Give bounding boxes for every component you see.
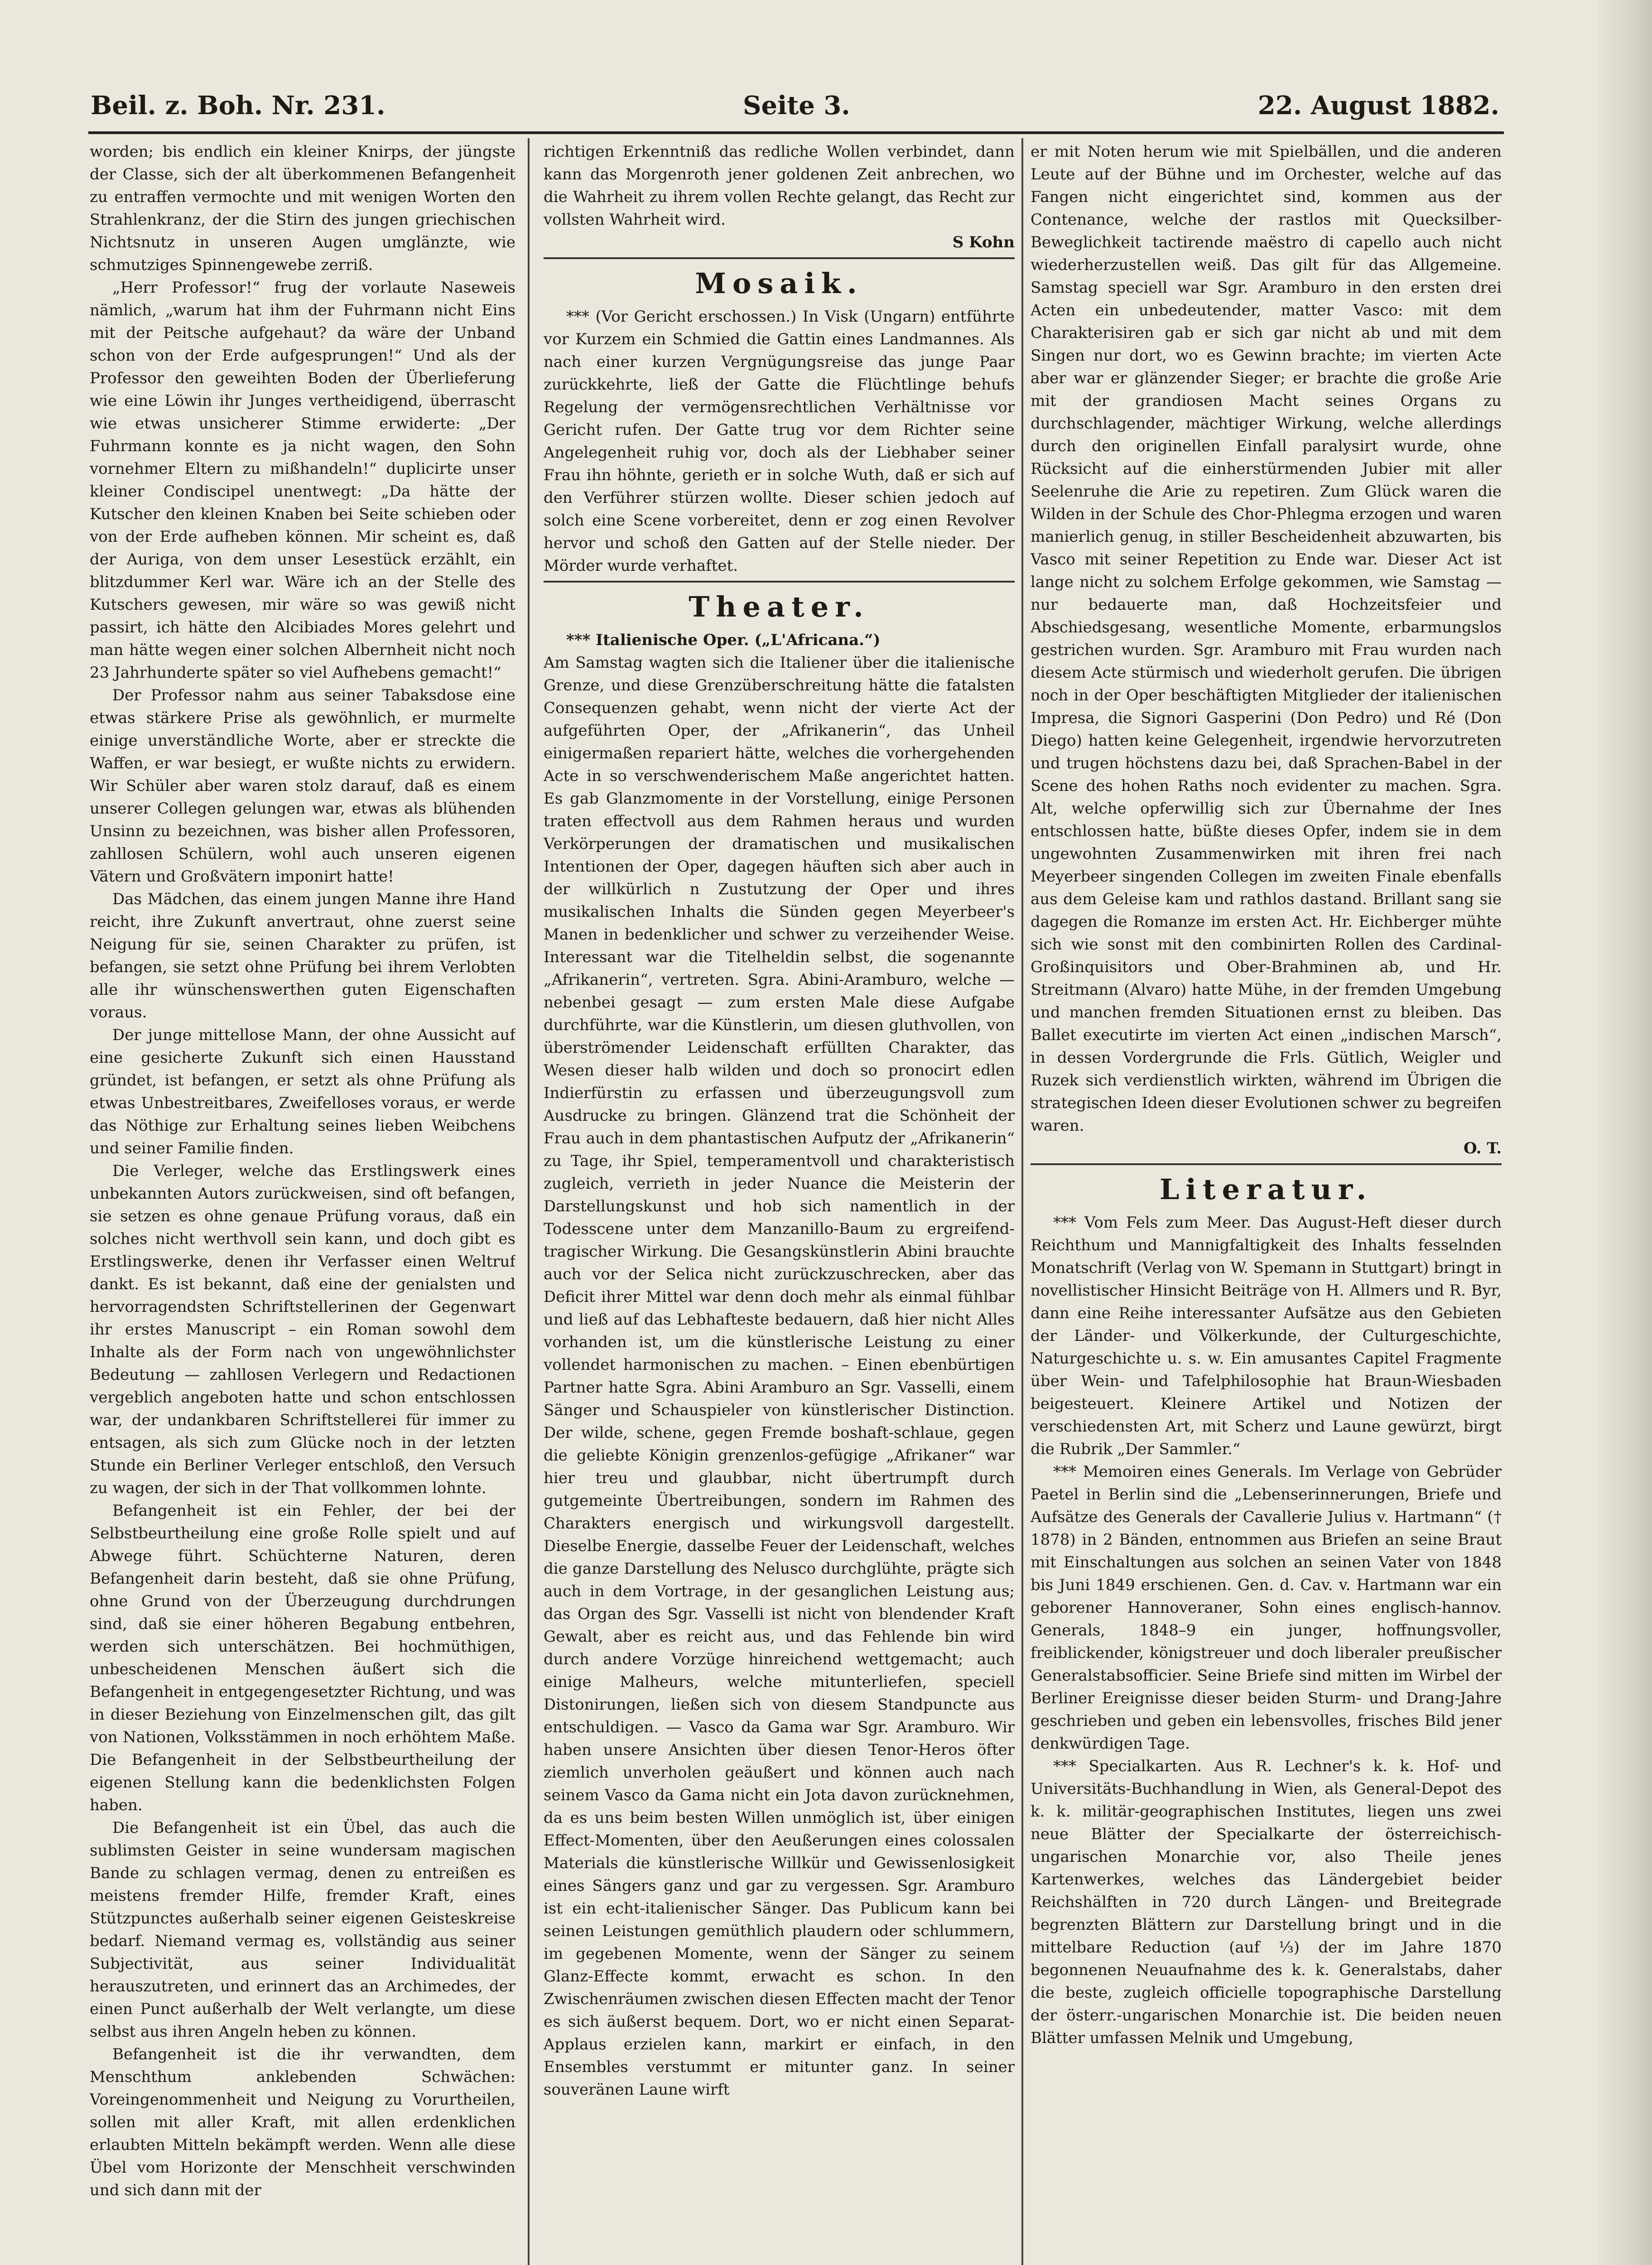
section-rule	[1031, 1163, 1502, 1165]
paragraph: Befangenheit ist die ihr verwandten, dem Menschthum anklebenden Schwächen: Voreingenommenheit und Neigung zu Vorurtheilen, sollen mit aller Kraft, mit allen erdenklichen erlaubten Mitteln bekämpft werden. Wenn alle diese Übel vom Horizonte der Menschheit verschwinden und sich dann mit der	[90, 2045, 515, 2199]
mosaik-article: *** (Vor Gericht erschossen.) In Visk (Ungarn) entführte vor Kurzem ein Schmied die Gattin eines Landmannes. Als nach einer kurzen Vergnügungsreise das junge Paar zurückkehrte, ließ der Gatte die Flüchtlinge behufs Regelung der vermögensrechtlichen Verhältnisse vor Gericht rufen. Der Gatte trug vor dem Richter seine Angelegenheit ruhig vor, doch als der Liebhaber seiner Frau ihn höhnte, gerieth er in solche Wuth, daß er sich auf den Verführer stürzen wollte. Dieser schien jedoch auf solch eine Scene vorbereitet, denn er zog einen Revolver hervor und schoß den Gatten auf der Stelle nieder. Der Mörder wurde verhaftet.	[544, 308, 1015, 575]
theater-review-signature: O. T.	[1463, 1139, 1502, 1157]
essay-author-signature: S Kohn	[952, 233, 1015, 251]
section-rule	[544, 257, 1015, 259]
header-supplement-number: Beil. z. Boh. Nr. 231.	[91, 91, 385, 120]
paragraph: „Herr Professor!“ frug der vorlaute Naseweis nämlich, „warum hat ihm der Fuhrmann nicht Eins mit der Peitsche aufgehaut? da wäre der Unband schon von der Erde aufgesprungen!“ Und als der Professor den geweihten Boden der Überlieferung wie eine Löwin ihr Junges vertheidigend, überrascht wie etwas unsicherer Stimme erwiderte: „Der Fuhrmann konnte es ja nicht wagen, den Sohn vornehmer Eltern zu mißhandeln!“ duplicirte unser kleiner Condiscipel unentwegt: „Da hätte der Kutscher den kleinen Knaben bei Seite schieben oder von der Erde aufheben können. Mir scheint es, daß der Auriga, von dem unser Lesestück erzählt, ein blitzdummer Kerl war. Wäre ich an der Stelle des Kutschers gewesen, mir wäre so was gewiß nicht passirt, ich hätte den Alcibiades Mores gelehrt und man hätte wegen einer solchen Albernheit nicht noch 23 Jahrhunderte später so viel Aufhebens gemacht!“	[90, 279, 515, 682]
theater-review: Am Samstag wagten sich die Italiener über die italienische Grenze, und diese Grenzüberschreitung hätte die fatalsten Consequenzen gehabt, wenn nicht der vierte Act der aufgeführten Oper, der „Afrikanerin“, das Unheil einigermaßen repariert hätte, welches die vorhergehenden Acte in so verschwenderischem Maße angerichtet hatten. Es gab Glanzmomente in der Vorstellung, einige Personen traten effectvoll aus dem Rahmen heraus und wurden Verkörperungen der dramatischen und musikalischen Intentionen der Oper, dagegen häuften sich aber auch in der willkürlich n Zustutzung der Oper und ihres musikalischen Inhalts die Sünden gegen Meyerbeer's Manen in bedenklicher und schwer zu verzeihender Weise. Interessant war die Titelheldin selbst, die sogenannte „Afrikanerin“, vertreten. Sgra. Abini-Aramburo, welche — nebenbei gesagt — zum ersten Male diese Aufgabe durchführte, war die Künstlerin, um diesen gluthvollen, von überströmender Leidenschaft erfüllten Charakter, das Wesen dieser halb wilden und doch so pronocirt edlen Indierfürstin zu erfassen und überzeugungsvoll zum Ausdrucke zu bringen. Glänzend trat die Schönheit der Frau auch in dem phantastischen Aufputz der „Afrikanerin“ zu Tage, ihr Spiel, temperamentvoll und charakteristisch zugleich, verrieth in jeder Nuance die Meisterin der Darstellungskunst und hob sich namentlich in der Todesscene unter dem Manzanillo-Baum zu ergreifend-tragischer Wirkung. Die Gesangskünstlerin Abini brauchte auch vor der Selica nicht zurückzuschrecken, aber das Deficit ihrer Mittel war denn doch mehr als einmal fühlbar und ließ auf das Lebhafteste bedauern, daß hier nicht Alles vorhanden ist, um die künstlerische Leistung zu einer vollendet harmonischen zu machen. – Einen ebenbürtigen Partner hatte Sgra. Abini Aramburo an Sgr. Vasselli, einem Sänger und Schauspieler von künstlerischer Distinction. Der wilde, schene, gegen Fremde boshaft-schlaue, gegen die geliebte Königin grenzenlos-gefügige „Afrikaner“ war hier treu und glaubbar, nicht übertrumpft durch gutgemeinte Übertreibungen, sondern im Rahmen des Charakters energisch und wirkungsvoll dargestellt. Dieselbe Energie, dasselbe Feuer der Leidenschaft, welches die ganze Darstellung des Nelusco durchglühte, prägte sich auch in dem Vortrage, in der gesanglichen Leistung aus; das Organ des Sgr. Vasselli ist nicht von blendender Kraft Gewalt, aber es reicht aus, und das Fehlende bin wird durch andere Vorzüge hinreichend wettgemacht; auch einige Malheurs, welche mitunterliefen, speciell Distonirungen, ließen sich von diesem Standpuncte aus entschuldigen. — Vasco da Gama war Sgr. Aramburo. Wir haben unsere Ansichten über diesen Tenor-Heros öfter ziemlich unverholen geäußert und können auch nach seinem Vasco da Gama nicht ein Jota davon zurücknehmen, da es uns beim besten Willen unmöglich ist, über einigen Effect-Momenten, über den Aeußerungen eines colossalen Materials die künstlerische Willkür und Gewissenlosigkeit eines Sängers ganz und gar zu vergessen. Sgr. Aramburo ist ein echt-italienischer Sänger. Das Publicum kann bei seinen Leistungen gemüthlich plaudern oder schlummern, im gegebenen Momente, wenn der Sänger zu seinem Glanz-Effecte kommt, erwacht es schon. In den Zwischenräumen zwischen diesen Effecten macht der Tenor es sich äußerst bequem. Dort, wo er nicht einen Separat-Applaus erzielen kann, markirt er einfach, in den Ensembles verstummt er mitunter ganz. In seiner souveränen Laune wirft	[544, 654, 1015, 2099]
column-1	[90, 140, 515, 2265]
section-title-theater: Theater.	[689, 590, 870, 623]
section-rule	[544, 581, 1015, 583]
paragraph: Die Verleger, welche das Erstlingswerk eines unbekannten Autors zurückweisen, sind oft befangen, sie setzen es ohne genaue Prüfung voraus, daß ein solches nicht werthvoll sein kann, und doch gibt es Erstlingswerke, denen ihr Verfasser einen Weltruf dankt. Es ist bekannt, daß eine der genialsten und hervorragendsten Schriftstellerinen der Gegenwart ihr erstes Manuscript – ein Roman sowohl dem Inhalte als der Form nach von ungewöhnlichster Bedeutung — zahllosen Verlegern und Redactionen vergeblich angeboten hatte und schon entschlossen war, der undankbaren Schriftstellerei für immer zu entsagen, als sich zum Glücke noch in der letzten Stunde ein Berliner Verleger entschloß, den Versuch zu wagen, der sich in der That vollkommen lohnte.	[90, 1162, 515, 1497]
paragraph: Die Befangenheit ist ein Übel, das auch die sublimsten Geister in seine wundersam magischen Bande zu schlagen vermag, denen zu entreißen es meistens fremder Hilfe, fremder Kraft, eines Stützpunctes außerhalb seiner eigenen Geisteskreise bedarf. Niemand vermag es, vollständig aus seiner Subjectivität, aus seiner Individualität herauszutreten, und erinnert das an Archimedes, der einen Punct außerhalb der Welt verlangte, um diese selbst aus ihren Angeln heben zu können.	[90, 1819, 515, 2041]
column-divider-2	[1021, 138, 1023, 2265]
header-rule	[88, 131, 1504, 134]
paragraph: Befangenheit ist ein Fehler, der bei der Selbstbeurtheilung eine große Rolle spielt und auf Abwege führt. Schüchterne Naturen, deren Befangenheit darin besteht, daß sie ohne Prüfung, ohne Grund von der Überzeugung durchdrungen sind, daß sie einer höheren Begabung entbehren, werden sich unterschätzen. Bei hochmüthigen, unbescheidenen Menschen äußert sich die Befangenheit in entgegengesetzter Richtung, und was in dieser Beziehung von Einzelmenschen gilt, das gilt von Nationen, Volksstämmen in noch erhöhtem Maße. Die Befangenheit in der Selbstbeurtheilung der eigenen Stellung kann die bedenklichsten Folgen haben.	[90, 1502, 515, 1814]
column-2	[544, 140, 1015, 2265]
paragraph: Der Professor nahm aus seiner Tabaksdose eine etwas stärkere Prise als gewöhnlich, er murmelte einige unverständliche Worte, aber er streckte die Waffen, er war besiegt, er wußte nichts zu erwidern. Wir Schüler aber waren stolz darauf, daß es einem unserer Collegen gelungen war, etwas als blühenden Unsinn zu bezeichnen, was bisher allen Professoren, zahllosen Schülern, wohl auch unseren eigenen Vätern und Großvätern imponirt hatte!	[90, 686, 515, 886]
section-title-literatur: Literatur.	[1159, 1173, 1373, 1206]
literature-item: *** Specialkarten. Aus R. Lechner's k. k. Hof- und Universitäts-Buchhandlung in Wien, als General-Depot des k. k. militär-geographischen Institutes, liegen uns zwei neue Blätter der Specialkarte der österreichisch-ungarischen Monarchie vor, also Theile jenes Kartenwerkes, welches das Ländergebiet beider Reichshälften in 720 durch Längen- und Breitegrade begrenzten Blättern zur Darstellung bringt und in die mittelbare Reduction (auf ⅓) der im Jahre 1870 begonnenen Neuaufnahme des k. k. Generalstabs, daher die beste, zugleich officielle topographische Darstellung der österr.-ungarischen Monarchie ist. Die beiden neuen Blätter umfassen Melnik und Umgebung,	[1031, 1757, 1502, 2047]
literature-item: *** Vom Fels zum Meer. Das August-Heft dieser durch Reichthum und Mannigfaltigkeit des Inhalts fesselnden Monatschrift (Verlag von W. Spemann in Stuttgart) bringt in novellistischer Hinsicht Beiträge von H. Allmers und R. Byr, dann eine Reihe interessanter Aufsätze aus den Gebieten der Länder- und Völkerkunde, der Culturgeschichte, Naturgeschichte u. s. w. Ein amusantes Capitel Fragmente über Wein- und Tafelphilosophie hat Braun-Wiesbaden beigesteuert. Kleinere Artikel und Notizen der verschiedensten Art, mit Scherz und Laune gewürzt, birgt die Rubrik „Der Sammler.“	[1031, 1214, 1502, 1458]
header-date: 22. August 1882.	[1257, 91, 1499, 120]
page-edge-shadow	[1598, 0, 1652, 2265]
literature-item: *** Memoiren eines Generals. Im Verlage von Gebrüder Paetel in Berlin sind die „Lebenserinnerungen, Briefe und Aufsätze des Generals der Cavallerie Julius v. Hartmann“ († 1878) in 2 Bänden, entnommen aus Briefen an seine Braut mit Einschaltungen aus solchen an seinen Vater von 1848 bis Juni 1849 erschienen. Gen. d. Cav. v. Hartmann war ein geborener Hannoveraner, Sohn eines englisch-hannov. Generals, 1848–9 ein junger, hoffnungsvoller, freiblickender, königstreuer und doch liberaler preußischer Generalstabsofficier. Seine Briefe sind mitten im Wirbel der Berliner Ereignisse dieser beiden Sturm- und Drang-Jahre geschrieben und geben ein lebensvolles, frisches Bild jener denkwürdigen Tage.	[1031, 1463, 1502, 1753]
page-header	[91, 86, 1499, 131]
header-page-number: Seite 3.	[743, 91, 850, 120]
essay-conclusion: richtigen Erkenntniß das redliche Wollen verbindet, dann kann das Morgenroth jener goldenen Zeit anbrechen, wo die Wahrheit zu ihrem vollen Rechte gelangt, das Recht zur vollsten Wahrheit wird.	[544, 143, 1015, 229]
section-title-mosaik: Mosaik.	[695, 267, 863, 300]
paragraph: Das Mädchen, das einem jungen Manne ihre Hand reicht, ihre Zukunft anvertraut, ohne zuerst seine Neigung für sie, seinen Charakter zu prüfen, ist befangen, sie setzt ohne Prüfung bei ihrem Verlobten alle ihr wünschenswerthen guten Eigenschaften voraus.	[90, 890, 515, 1022]
paragraph: Der junge mittellose Mann, der ohne Aussicht auf eine gesicherte Zukunft sich einen Hausstand gründet, ist befangen, er setzt als ohne Prüfung als etwas Unbestreitbares, Zweifelloses voraus, er werde das Nöthige zur Erhaltung seines lieben Weibchens und seiner Familie finden.	[90, 1026, 515, 1157]
paragraph: worden; bis endlich ein kleiner Knirps, der jüngste der Classe, sich der alt überkommenen Befangenheit zu entraffen vermochte und mit wenigen Worten den Strahlenkranz, der die Stirn des jungen griechischen Nichtsnutz in unseren Augen umglänzte, wie schmutziges Spinnengewebe zerriß.	[90, 143, 515, 274]
theater-review-continued: er mit Noten herum wie mit Spielbällen, und die anderen Leute auf der Bühne und im Orchester, welche auf das Fangen nicht eingerichtet sind, kommen aus der Contenance, welche der rastlos mit Quecksilber-Beweglichkeit tactirende maëstro di capello auch nicht wiederherzustellen weiß. Das gilt für das Allgemeine. Samstag speciell war Sgr. Aramburo in den ersten drei Acten ein unbedeutender, matter Vasco: mit dem Charakterisiren gab er sich gar nicht ab und mit dem Singen nur dort, wo es Gewinn brachte; im vierten Acte aber war er glänzender Sieger; er brachte die große Arie mit der grandiosen Macht seines Organs zu durchschlagender, mächtiger Wirkung, welche allerdings durch den originellen Einfall paralysirt wurde, ohne Rücksicht auf die einherstürmenden Jubier mit aller Seelenruhe die Arie zu repetiren. Zum Glück waren die Wilden in der Schule des Chor-Phlegma erzogen und waren manierlich genug, in stiller Bescheidenheit abzuwarten, bis Vasco mit seiner Repetition zu Ende war. Dieser Act ist lange nicht zu solchem Erfolge gekommen, wie Samstag — nur bedauerte man, daß Hochzeitsfeier und Abschiedsgesang, wesentliche Momente, erbarmungslos gestrichen wurden. Sgr. Aramburo mit Frau wurden nach diesem Acte stürmisch und wiederholt gerufen. Die übrigen noch in der Oper beschäftigten Mitglieder der italienischen Impresa, die Signori Gasperini (Don Pedro) und Ré (Don Diego) hatten keine Gelegenheit, irgendwie hervorzutreten und trugen höchstens dazu bei, daß Sprachen-Babel in der Scene des hohen Raths noch evidenter zu machen. Sgra. Alt, welche opferwillig sich zur Übernahme der Ines entschlossen hatte, büßte dieses Opfer, indem sie in dem ungewohnten Zusammenwirken mit ihren frei nach Meyerbeer singenden Collegen im zweiten Finale ebenfalls aus dem Geleise kam und rathlos dastand. Brillant sang sie dagegen die Romanze im ersten Act. Hr. Eichberger mühte sich wie sonst mit den combinirten Rollen des Cardinal-Großinquisitors und Ober-Brahminen ab, und Hr. Streitmann (Alvaro) hatte Mühe, in der fremden Umgebung und manchen fremden Situationen ernst zu bleiben. Das Ballet executirte im vierten Act einen „indischen Marsch“, in dessen Vordergrunde die Frls. Gütlich, Weigler und Ruzek sich verdienstlich wirkten, während im Übrigen die strategischen Ideen dieser Evolutionen schwer zu begreifen waren.	[1031, 143, 1502, 1135]
column-3	[1031, 140, 1502, 2265]
column-divider-1	[528, 138, 530, 2265]
theater-subheading: *** Italienische Oper. („L'Africana.“)	[566, 631, 881, 649]
